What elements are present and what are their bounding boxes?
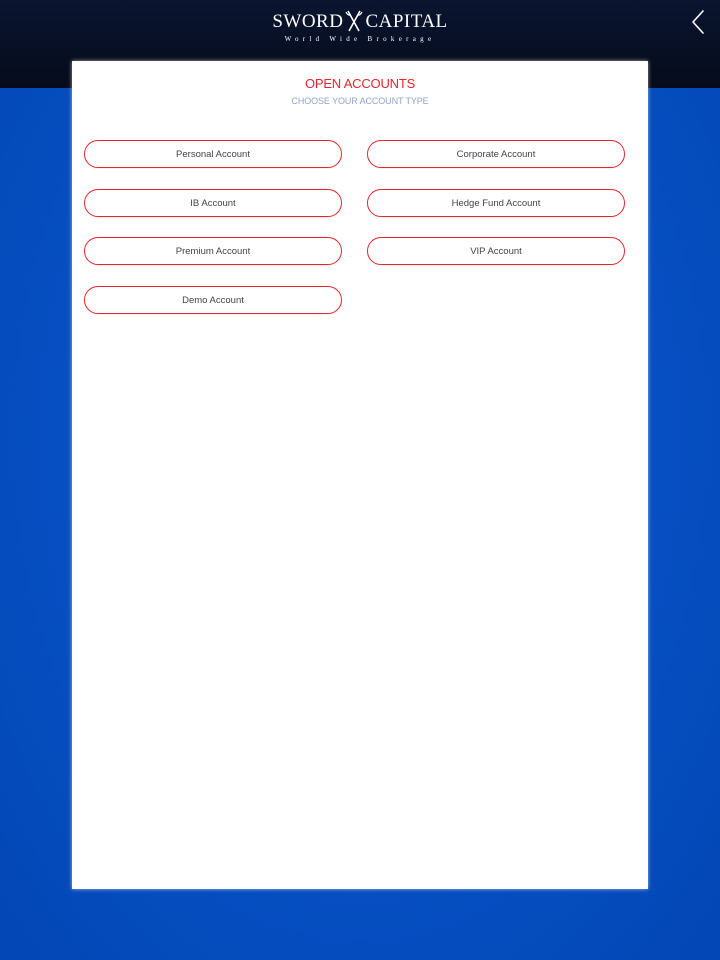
logo-text-left: SWORD bbox=[272, 11, 344, 32]
logo-text-right: CAPITAL bbox=[365, 11, 448, 32]
personal-account-button[interactable]: Personal Account bbox=[84, 140, 342, 168]
demo-account-button[interactable]: Demo Account bbox=[84, 286, 342, 314]
premium-account-button[interactable]: Premium Account bbox=[84, 237, 342, 265]
corporate-account-button[interactable]: Corporate Account bbox=[367, 140, 625, 168]
open-accounts-card bbox=[72, 61, 648, 889]
brand-logo bbox=[270, 10, 450, 46]
crossed-swords-icon bbox=[344, 10, 364, 34]
hedge-fund-account-button[interactable]: Hedge Fund Account bbox=[367, 189, 625, 217]
vip-account-button[interactable]: VIP Account bbox=[367, 237, 625, 265]
page-title: OPEN ACCOUNTS bbox=[304, 76, 416, 91]
back-button[interactable] bbox=[684, 8, 714, 38]
page-subtitle: CHOOSE YOUR ACCOUNT TYPE bbox=[291, 96, 429, 106]
ib-account-button[interactable]: IB Account bbox=[84, 189, 342, 217]
chevron-left-icon bbox=[684, 8, 714, 38]
logo-tagline: World Wide Brokerage bbox=[284, 35, 436, 43]
